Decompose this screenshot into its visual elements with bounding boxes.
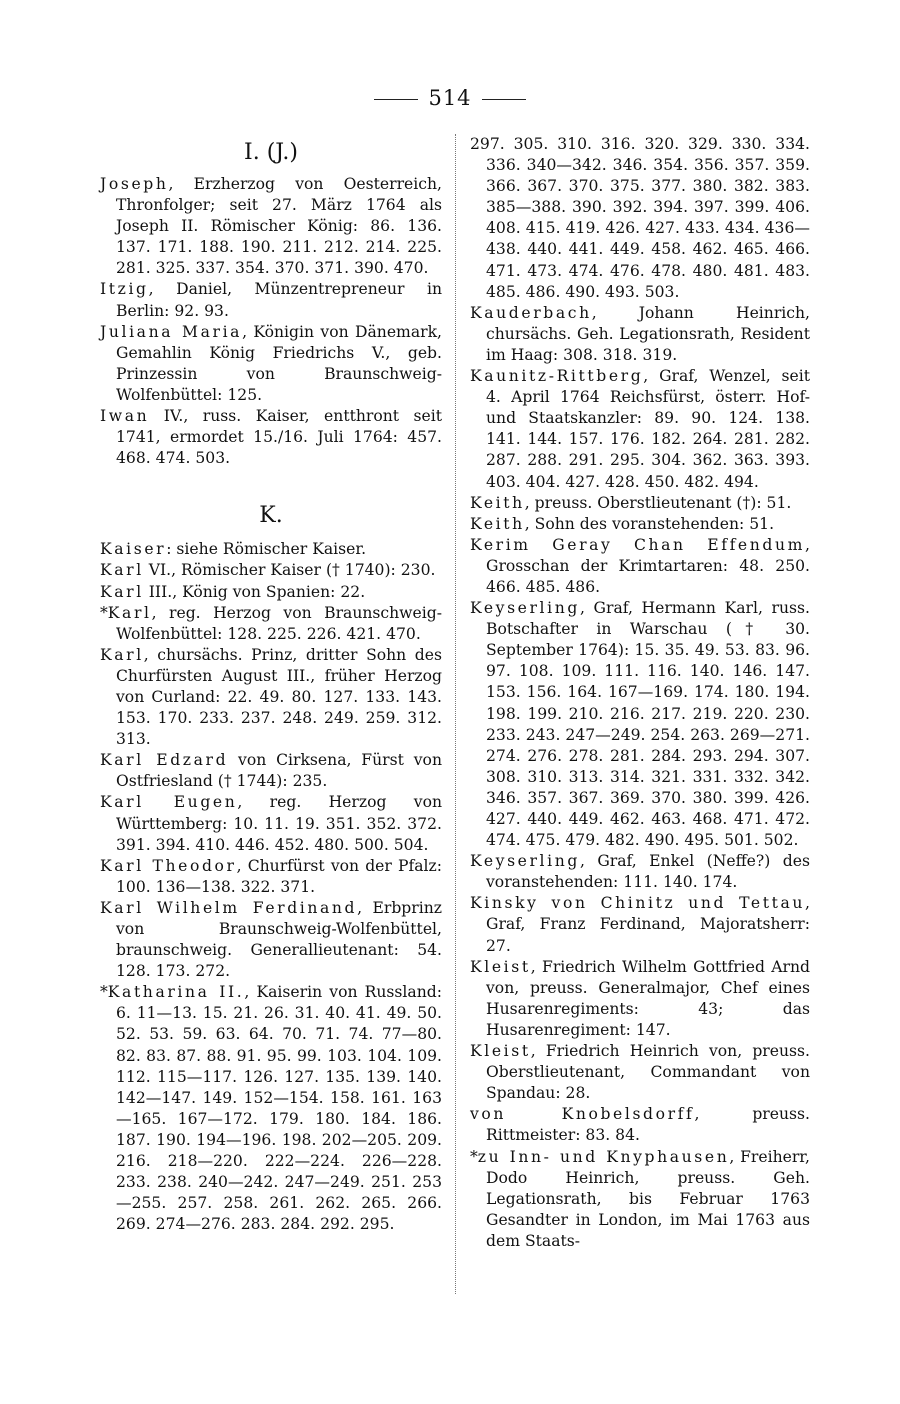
entry-headword: Katharina II. [107,983,245,1002]
index-entry [100,322,442,406]
entry-text: , Graf, Hermann Karl, russ. Botschafter in Warschau († 30. September 1764): 15. 35. 49. 53. 83. 96. 97. 108. 109. 111. 116. 140. 146. 147. 153. 156. 164. 167—169. 174. 180. 194. 198. 199. 210. 216. 217. 219. 220. 230. 233. 243. 247—249. 254. 263. 269—271. 274. 276. 278. 281. 284. 293. 294. 307. 308. 310. 313. 314. 321. 331. 332. 342. 346. 357. 367. 369. 370. 380. 399. 426. 427. 440. 449. 462. 463. 468. 471. 472. 474. 475. 479. 482. 490. 495. 501. 502. [486,599,810,850]
entry-text: : siehe Römischer Kaiser. [166,540,367,559]
entry-headword: Kinsky von Chinitz und Tettau [470,894,806,913]
entry-headword: Iwan [100,407,150,426]
index-entry [100,279,442,321]
entry-headword: Keith [470,493,525,512]
entry-headword: Kerim Geray Chan Effendum [470,535,806,554]
asterisk-mark: * [100,983,108,1002]
index-entry [100,603,442,645]
index-entry [470,493,810,514]
entry-headword: Keith [470,514,525,533]
entry-headword: Karl [100,561,144,580]
entry-headword: Karl Edzard [100,751,229,770]
entry-headword: Kaunitz-Rittberg [470,367,644,386]
entry-text: , chursächs. Prinz, dritter Sohn des Churfürsten August III., früher Herzog von Curland: 22. 49. 80. 127. 133. 143. 153. 170. 233. 237. 248. 249. 259. 312. 313. [116,645,442,749]
entry-text: , reg. Herzog von Württemberg: 10. 11. 19. 351. 352. 372. 391. 394. 410. 446. 452. 480. 500. 504. [116,793,443,854]
entry-text: , Friedrich Wilhelm Gottfried Arnd von, preuss. Generalmajor, Chef eines Husarenregiments: 43; das Husarenregiment: 147. [486,957,810,1039]
entry-headword: Karl [100,582,144,601]
index-entry [470,598,810,851]
header-rule-right [482,99,526,100]
entry-text: , Graf, Franz Ferdinand, Majoratsherr: 27. [486,894,810,955]
entry-text: , Erzherzog von Oesterreich, Thronfolger; seit 27. März 1764 als Joseph II. Römischer König: 86. 136. 137. 171. 188. 190. 211. 212. 214. 225. 281. 325. 337. 354. 370. 371. 390. 470. [116,175,442,278]
entry-text: , Churfürst von der Pfalz: 100. 136—138. 322. 371. [116,856,443,896]
entry-text: , preuss. Rittmeister: 83. 84. [486,1105,810,1145]
entry-text: , Graf, Enkel (Neffe?) des voranstehenden: 111. 140. 174. [486,852,810,892]
entry-headword: Kleist [470,1042,531,1061]
entry-headword: von Knobelsdorff [470,1105,695,1124]
entry-headword: Keyserling [470,852,580,871]
index-entry [470,134,810,303]
index-entry [470,535,810,598]
asterisk-mark: * [100,603,108,622]
index-entry [470,957,810,1041]
index-entry [100,856,442,898]
index-entry [100,898,442,982]
left-column [100,134,442,1235]
index-entry [470,1147,810,1252]
index-entry [100,560,442,581]
entry-text: , Erbprinz von Braunschweig-Wolfenbüttel, braunschweig. Generallieutenant: 54. 128. 173. 272. [116,898,442,981]
entry-text: , Sohn des voranstehenden: 51. [524,514,775,533]
entry-headword: Kauderbach [470,303,592,322]
entry-headword: Karl Wilhelm Ferdinand [100,898,358,917]
entry-text: , preuss. Oberstlieutenant (†): 51. [524,493,792,512]
entry-text: , Kaiserin von Russland: 6. 11—13. 15. 21. 26. 31. 40. 41. 49. 50. 52. 53. 59. 63. 64. 70. 71. 74. 77—80. 82. 83. 87. 88. 91. 95. 99. 103. 104. 109. 112. 115—117. 126. 127. 135. 139. 140. 142—147. 149. 152—154. 158. 161. 163—165. 167—172. 179. 180. 184. 186. 187. 190. 194—196. 198. 202—205. 209. 216. 218—220. 222—224. 226—228. 233. 238. 240—242. 247—249. 251. 253—255. 257. 258. 261. 262. 265. 266. 269. 274—276. 283. 284. 292. 295. [116,983,442,1234]
page-number: 514 [428,86,472,110]
entry-headword: Juliana Maria [100,322,243,341]
index-entry [100,792,442,855]
index-entry [470,1104,810,1146]
index-entry [470,1041,810,1104]
entry-text: , Freiherr, Dodo Heinrich, preuss. Geh. Legationsrath, bis Februar 1763 Gesandter in London, im Mai 1763 aus dem Staats- [486,1147,810,1250]
entry-headword: Kleist [470,957,531,976]
index-entry [100,645,442,750]
entry-headword: Karl [100,645,144,664]
index-entry [470,303,810,366]
entry-text: , Friedrich Heinrich von, preuss. Oberstlieutenant, Commandant von Spandau: 28. [486,1042,810,1103]
entry-headword: Itzig [100,280,149,299]
entry-text: , reg. Herzog von Braunschweig-Wolfenbüttel: 128. 225. 226. 421. 470. [116,603,442,643]
asterisk-mark: * [470,1147,478,1166]
index-entry [100,982,442,1235]
index-entry [100,582,442,603]
entry-headword: Karl [107,603,152,622]
entry-headword: Karl Eugen [100,793,238,812]
index-entry [470,514,810,535]
entry-text: von Cirksena, Fürst von Ostfriesland († 1744): 235. [116,751,442,791]
index-entry [100,174,442,279]
right-column [470,134,810,1252]
entry-text: , Grosschan der Krimtartaren: 48. 250. 466. 485. 486. [486,535,810,596]
entry-text: , Daniel, Münzentrepreneur in Berlin: 92. 93. [116,280,442,320]
page-header [0,86,900,110]
entry-headword: Keyserling [470,599,580,618]
entry-text: , Johann Heinrich, chursächs. Geh. Legationsrath, Resident im Haag: 308. 318. 319. [486,303,810,364]
column-divider [455,134,456,1294]
entry-text: IV., russ. Kaiser, entthront seit 1741, ermordet 15./16. Juli 1764: 457. 468. 474. 503. [116,407,442,468]
index-entry [100,750,442,792]
entry-text: 297. 305. 310. 316. 320. 329. 330. 334. 336. 340—342. 346. 354. 356. 357. 359. 366. 367. 370. 375. 377. 380. 382. 383. 385—388. 390. 392. 394. 397. 399. 406. 408. 415. 419. 426. 427. 433. 434. 436—438. 440. 441. 449. 458. 462. 465. 466. 471. 473. 474. 476. 478. 480. 481. 483. 485. 486. 490. 493. 503. [470,135,810,301]
header-rule-left [374,99,418,100]
entry-text: , Graf, Wenzel, seit 4. April 1764 Reichsfürst, österr. Hof- und Staatskanzler: 89. 90. 124. 138. 141. 144. 157. 176. 182. 264. 281. 282. 287. 288. 291. 295. 304. 362. 363. 393. 403. 404. 427. 428. 450. 482. 494. [486,367,810,491]
entry-text: VI., Römischer Kaiser († 1740): 230. [143,561,436,580]
index-entry [470,893,810,956]
index-entry [100,539,442,560]
section-heading: K. [259,503,283,529]
entry-headword: Joseph [100,175,169,193]
entry-headword: zu Inn- und Knyphausen [477,1147,730,1166]
entry-headword: Karl Theodor [100,856,237,875]
entry-text: , Königin von Dänemark, Gemahlin König Friedrichs V., geb. Prinzessin von Braunschweig-Wolfenbüttel: 125. [116,322,442,404]
section-heading: I. (J.) [244,140,298,165]
index-entry [100,406,442,469]
entry-headword: Kaiser [100,540,167,559]
entry-text: III., König von Spanien: 22. [143,582,366,601]
index-entry [470,851,810,893]
index-entry [470,366,810,493]
